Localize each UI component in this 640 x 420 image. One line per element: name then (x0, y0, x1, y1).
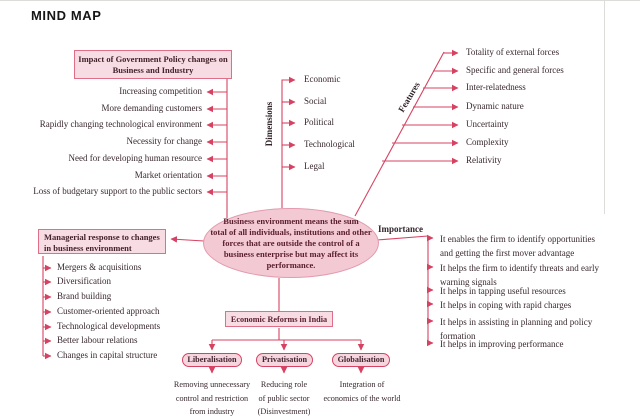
dimensions-label: Dimensions (264, 101, 274, 147)
importance-item (440, 284, 640, 298)
importance-label: Importance (378, 224, 423, 234)
definition-line: performance. (266, 259, 316, 270)
definition-line: forces that are outside the control of a (222, 237, 360, 248)
business-environment-ellipse (203, 208, 379, 278)
importance-item-line: warning signals (440, 277, 497, 287)
feature-item: Complexity (466, 137, 509, 147)
managerial-item: Customer-oriented approach (57, 306, 160, 316)
privatisation-pill: Privatisation (256, 353, 313, 367)
importance-item (440, 337, 640, 351)
managerial-item: Technological developments (57, 321, 161, 331)
dimension-item: Political (304, 117, 334, 127)
feature-item: Inter-relatedness (466, 82, 526, 92)
impact-title-line: Business and Industry (112, 64, 194, 75)
page-title: MIND MAP (31, 8, 102, 23)
impact-item: Loss of budgetary support to the public sectors (33, 186, 202, 196)
managerial-item: Changes in capital structure (57, 350, 158, 360)
definition-line: business enterprise but may affect its (223, 248, 359, 259)
feature-item: Specific and general forces (466, 65, 564, 75)
impact-policy-box (74, 50, 232, 79)
features-connectors (355, 52, 458, 216)
importance-item-line: formation (440, 331, 476, 341)
importance-item-line: It enables the firm to identify opportunities (440, 234, 595, 244)
dimension-item: Technological (304, 139, 355, 149)
managerial-title-line: in business environment (44, 242, 132, 253)
description-line: of public sector (258, 393, 310, 403)
managerial-item: Diversification (57, 276, 111, 286)
globalisation-description (306, 378, 418, 405)
importance-item-line: It helps in tapping useful resources (440, 286, 566, 296)
impact-item: Need for developing human resource (68, 153, 202, 163)
importance-item-line: and getting the first mover advantage (440, 248, 575, 258)
importance-item-line: It helps in coping with rapid charges (440, 300, 572, 310)
description-line: Integration of (339, 380, 385, 389)
dimension-item: Social (304, 96, 327, 106)
managerial-response-box (38, 229, 166, 254)
impact-item: Necessity for change (126, 136, 202, 146)
economic-reforms-box: Economic Reforms in India (225, 311, 333, 327)
impact-item: More demanding customers (101, 103, 202, 113)
features-label: Features (396, 80, 422, 114)
description-line: Removing unnecessary (173, 380, 251, 389)
description-line: from industry (189, 407, 235, 416)
dimensions-connectors (282, 80, 295, 208)
feature-item: Uncertainty (466, 119, 509, 129)
impact-connectors (207, 79, 227, 218)
managerial-item: Mergers & acquisitions (57, 262, 142, 272)
importance-connectors (377, 236, 433, 343)
managerial-title-line: Managerial response to changes (44, 232, 160, 242)
feature-item: Totality of external forces (466, 47, 560, 57)
feature-item: Dynamic nature (466, 101, 524, 111)
description-line: control and restriction (175, 393, 249, 403)
importance-item (440, 298, 640, 312)
definition-line: Business environment means the sum (223, 215, 359, 226)
importance-item-line: It helps the firm to identify threats and early (440, 263, 599, 273)
description-line: (Disinvestment) (257, 407, 311, 416)
impact-item: Increasing competition (119, 86, 202, 96)
dimension-item: Economic (304, 74, 341, 84)
impact-item: Market orientation (134, 170, 202, 180)
definition-line: total of all individuals, institutions and other (210, 226, 372, 237)
description-line: Reducing role (260, 380, 308, 389)
importance-item (440, 232, 640, 260)
feature-item: Relativity (466, 155, 502, 165)
description-line: economics of the world (323, 393, 401, 403)
impact-item: Rapidly changing technological environment (39, 119, 202, 129)
liberalisation-pill: Liberalisation (182, 353, 242, 367)
importance-item-line: It helps in assisting in planning and policy (440, 317, 593, 327)
impact-title-line: Impact of Government Policy changes on (78, 54, 228, 64)
importance-item-line: It helps in improving performance (440, 339, 564, 349)
managerial-item: Brand building (57, 291, 112, 301)
globalisation-pill: Globalisation (332, 353, 390, 367)
business-environment-definition (210, 216, 371, 271)
managerial-item: Better labour relations (57, 335, 138, 345)
dimension-item: Legal (304, 161, 325, 171)
